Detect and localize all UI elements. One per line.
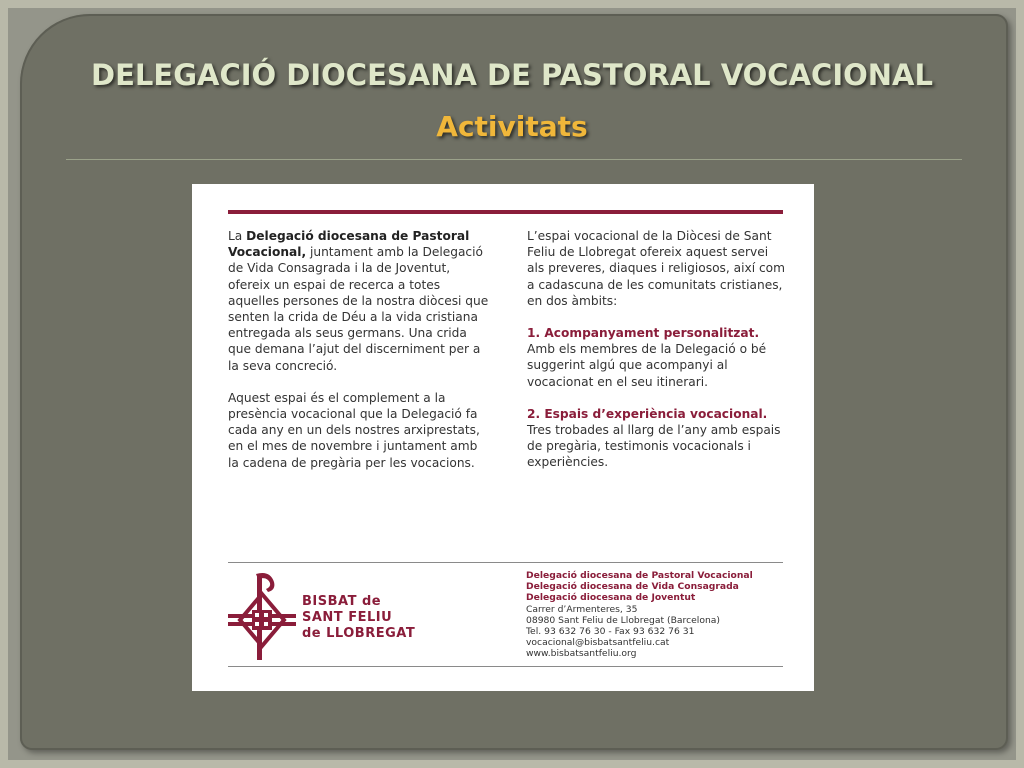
contact-city: 08980 Sant Feliu de Llobregat (Barcelona) xyxy=(526,614,720,626)
left-paragraph-1 xyxy=(228,228,490,374)
left-paragraph-1-rest: juntament amb la Delegació de Vida Consagrada i la de Joventut, ofereix un espai de recerca a totes aquelles persones de la nostra diòcesi que senten la crida de Déu a la vida cristiana entregada als seus germans. Una crida que demana l’ajut del discerniment per a la seva concreció. xyxy=(228,245,489,373)
contact-email: vocacional@bisbatsantfeliu.cat xyxy=(526,637,670,649)
document-top-rule xyxy=(228,210,783,214)
left-paragraph-1-prefix: La xyxy=(228,229,247,243)
slide-title: DELEGACIÓ DIOCESANA DE PASTORAL VOCACIONAL xyxy=(91,58,933,92)
section-2 xyxy=(527,406,789,471)
contact-org-1: Delegació diocesana de Pastoral Vocacional xyxy=(526,570,753,581)
logo-line-2: SANT FELIU xyxy=(302,610,393,625)
bisbat-logo-text xyxy=(302,594,452,642)
slide-subtitle: Activitats xyxy=(436,110,588,143)
logo-line-1: BISBAT de xyxy=(302,594,382,609)
contact-org-3: Delegació diocesana de Joventut xyxy=(526,592,696,604)
document-right-column xyxy=(527,228,789,487)
document-image xyxy=(192,184,814,691)
contact-phone: Tel. 93 632 76 30 - Fax 93 632 76 31 xyxy=(526,626,695,638)
section-1-heading: 1. Acompanyament personalitzat. xyxy=(527,326,760,341)
crosier-cross-emblem-icon xyxy=(226,570,298,662)
left-paragraph-1-bold: Delegació diocesana de Pastoral Vocacional, xyxy=(228,229,470,260)
contact-org-2: Delegació diocesana de Vida Consagrada xyxy=(526,581,739,593)
section-1-text: Amb els membres de la Delegació o bé suggerint algú que acompanyi al vocacionat en el seu itinerari. xyxy=(527,342,767,389)
footer-bottom-rule xyxy=(228,666,783,667)
section-2-text: Tres trobades al llarg de l’any amb espais de pregària, testimonis vocacionals i experiències. xyxy=(527,423,781,470)
footer-top-rule xyxy=(228,562,783,563)
contact-web: www.bisbatsantfeliu.org xyxy=(526,648,637,660)
contact-street: Carrer d’Armenteres, 35 xyxy=(526,603,638,615)
document-left-column xyxy=(228,228,490,487)
left-paragraph-2: Aquest espai és el complement a la presència vocacional que la Delegació fa cada any en un dels nostres arxiprestats, en el mes de novembre i juntament amb la cadena de pregària per les vocacions. xyxy=(228,390,480,470)
right-intro: L’espai vocacional de la Diòcesi de Sant Feliu de Llobregat ofereix aquest servei als preveres, diaques i religiosos, així com a cadascuna de les comunitats cristianes, en dos àmbits: xyxy=(527,229,785,308)
section-1 xyxy=(527,325,789,390)
title-divider xyxy=(66,159,962,160)
contact-block xyxy=(526,570,796,660)
logo-line-3: de LLOBREGAT xyxy=(302,626,416,641)
section-2-heading: 2. Espais d’experiència vocacional. xyxy=(527,406,768,421)
